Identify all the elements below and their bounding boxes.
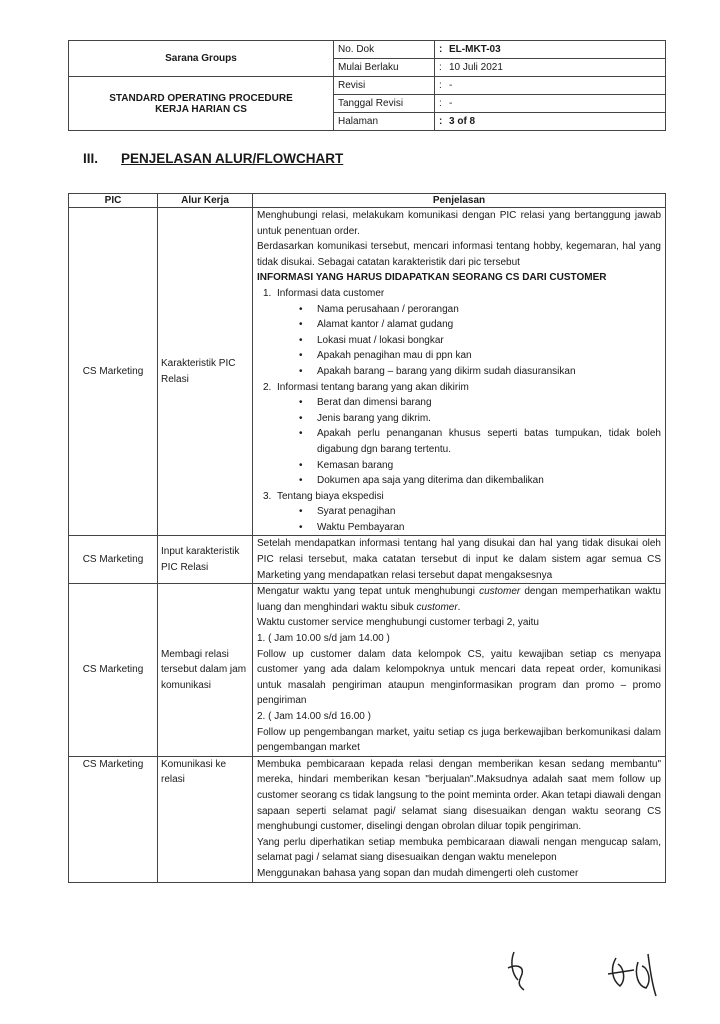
page-value: : 3 of 8: [435, 113, 666, 131]
bullet-list: [277, 395, 661, 489]
row-penjelasan: [253, 584, 666, 757]
list-item: 3. Tentang biaya ekspedisi • Syarat penagihan • Waktu Pembayaran: [257, 489, 661, 536]
company-name: Sarana Groups: [69, 41, 334, 77]
paragraph: Membuka pembicaraan kepada relasi dengan memberikan kesan sedang membantu" mereka, hindari memberikan kesan "berjualan".Maksudnya adalah saat mem follow up customer seorang cs tidak langsung to the point meminta order. Akan tetapi diawali dengan sapaan seperti selamat pagi/ selamat siang disesuaikan dengan waktu seorang CS menghubungi customer, diselingi dengan obrolan diluar topik pengiriman.: [257, 758, 661, 833]
bullet-item: • Alamat kantor / alamat gudang: [277, 317, 661, 333]
bullet-item: • Jenis barang yang dikrim.: [277, 411, 661, 427]
bullet-item: • Lokasi muat / lokasi bongkar: [277, 333, 661, 349]
numbered-list: [257, 286, 661, 536]
row-pic: CS Marketing: [69, 756, 158, 882]
flowchart-table: [68, 193, 666, 883]
bullet-item: • Apakah perlu penanganan khusus seperti batas tumpukan, tidak boleh digabung dgn barang tertentu.: [277, 426, 661, 457]
doc-title-line1: STANDARD OPERATING PROCEDURE: [109, 92, 293, 104]
page-label: Halaman: [334, 113, 435, 131]
paragraph: Menggunakan bahasa yang sopan dan mudah dimengerti oleh customer: [257, 867, 579, 879]
bullet-list: [277, 504, 661, 535]
doc-number-label: No. Dok: [334, 41, 435, 59]
section-title: PENJELASAN ALUR/FLOWCHART: [121, 151, 344, 166]
bullet-item: • Nama perusahaan / perorangan: [277, 302, 661, 318]
col-header-pic: PIC: [69, 194, 158, 208]
effective-date-value: : 10 Juli 2021: [435, 59, 666, 77]
col-header-penjelasan: Penjelasan: [253, 194, 666, 208]
row-pic: CS Marketing: [69, 584, 158, 757]
list-item: 2. Informasi tentang barang yang akan dikirim • Berat dan dimensi barang • Jenis barang yang dikrim. • Apakah perlu penanganan khusus seperti batas tumpukan, tidak boleh digabung dgn barang tertentu. • Kemasan barang • Dokumen apa saja yang diterima dan dikembalikan: [257, 380, 661, 489]
row-alur: Input karakteristik PIC Relasi: [158, 536, 253, 584]
table-row: [69, 756, 666, 882]
doc-number-value: : EL-MKT-03: [435, 41, 666, 59]
paragraph: Waktu customer service menghubungi customer terbagi 2, yaitu: [257, 617, 539, 629]
section-number: III.: [83, 151, 99, 166]
row-alur: Komunikasi ke relasi: [158, 756, 253, 882]
col-header-alur: Alur Kerja: [158, 194, 253, 208]
bullet-item: • Waktu Pembayaran: [277, 520, 661, 536]
row-alur: Membagi relasi tersebut dalam jam komunikasi: [158, 584, 253, 757]
paragraph: 2. ( Jam 14.00 s/d 16.00 ): [257, 711, 371, 722]
table-row: [69, 208, 666, 536]
list-item: 1. Informasi data customer • Nama perusahaan / perorangan • Alamat kantor / alamat gudang • Lokasi muat / lokasi bongkar • Apakah penagihan mau di ppn kan • Apakah barang – barang yang dikirm sudah diasuransikan: [257, 286, 661, 380]
paragraph: Follow up pengembangan market, yaitu setiap cs juga berkewajiban berkomunikasi dalam pengembangan market: [257, 726, 661, 754]
paragraph: 1. ( Jam 10.00 s/d jam 14.00 ): [257, 633, 390, 645]
table-row: [69, 584, 666, 757]
doc-title: [69, 77, 334, 131]
revision-value: : -: [435, 77, 666, 95]
paragraph: Menghubungi relasi, melakukam komunikasi dengan PIC relasi yang bertanggung jawab untuk penentuan order.: [257, 210, 661, 237]
bullet-item: • Dokumen apa saja yang diterima dan dikembalikan: [277, 473, 661, 489]
document-header: [68, 40, 666, 131]
doc-title-line2: KERJA HARIAN CS: [155, 103, 247, 115]
table-header-row: [69, 194, 666, 208]
bullet-list: [277, 302, 661, 380]
bullet-item: • Kemasan barang: [277, 458, 661, 474]
row-alur: Karakteristik PIC Relasi: [158, 208, 253, 536]
paragraph: Yang perlu diperhatikan setiap membuka pembicaraan diawali nengan mengucap salam, selamat pagi / selamat siang disesuaikan dengan waktu menelepon: [257, 836, 661, 864]
info-heading: INFORMASI YANG HARUS DIDAPATKAN SEORANG CS DARI CUSTOMER: [257, 272, 607, 284]
row-pic: CS Marketing: [69, 536, 158, 584]
handwritten-initials: [488, 940, 688, 1010]
row-penjelasan: [253, 536, 666, 584]
row-pic: CS Marketing: [69, 208, 158, 536]
revision-date-label: Tanggal Revisi: [334, 95, 435, 113]
table-row: [69, 536, 666, 584]
bullet-item: • Syarat penagihan: [277, 504, 661, 520]
revision-label: Revisi: [334, 77, 435, 95]
bullet-item: • Apakah barang – barang yang dikirm sudah diasuransikan: [277, 364, 661, 380]
bullet-item: • Berat dan dimensi barang: [277, 395, 661, 411]
paragraph: Mengatur waktu yang tepat untuk menghubungi customer dengan memperhatikan waktu luang dan menghindari waktu sibuk customer.: [257, 586, 661, 613]
row-penjelasan: [253, 756, 666, 882]
paragraph: Berdasarkan komunikasi tersebut, mencari informasi tentang hobby, kegemaran, hal yang tidak disukai. Sebagai catatan karakteristik dari pic tersebut: [257, 241, 661, 268]
paragraph: Follow up customer dalam data kelompok CS, yaitu kewajiban setiap cs menyapa customer yang ada dalam kelompoknya untuk mencari data repeat order, komunikasi untuk masalah pengiriman ataupun menginformasikan program dan promo – promo pengiriman: [257, 648, 661, 707]
effective-date-label: Mulai Berlaku: [334, 59, 435, 77]
paragraph: Setelah mendapatkan informasi tentang hal yang disukai dan hal yang tidak disukai oleh PIC relasi tersebut, maka catatan tersebut di input ke dalam sistem agar semua CS Marketing yang mendapatkan relasi tersebut dapat mengaksesnya: [257, 538, 661, 581]
bullet-item: • Apakah penagihan mau di ppn kan: [277, 348, 661, 364]
revision-date-value: : -: [435, 95, 666, 113]
row-penjelasan: [253, 208, 666, 536]
section-heading: [83, 151, 343, 166]
